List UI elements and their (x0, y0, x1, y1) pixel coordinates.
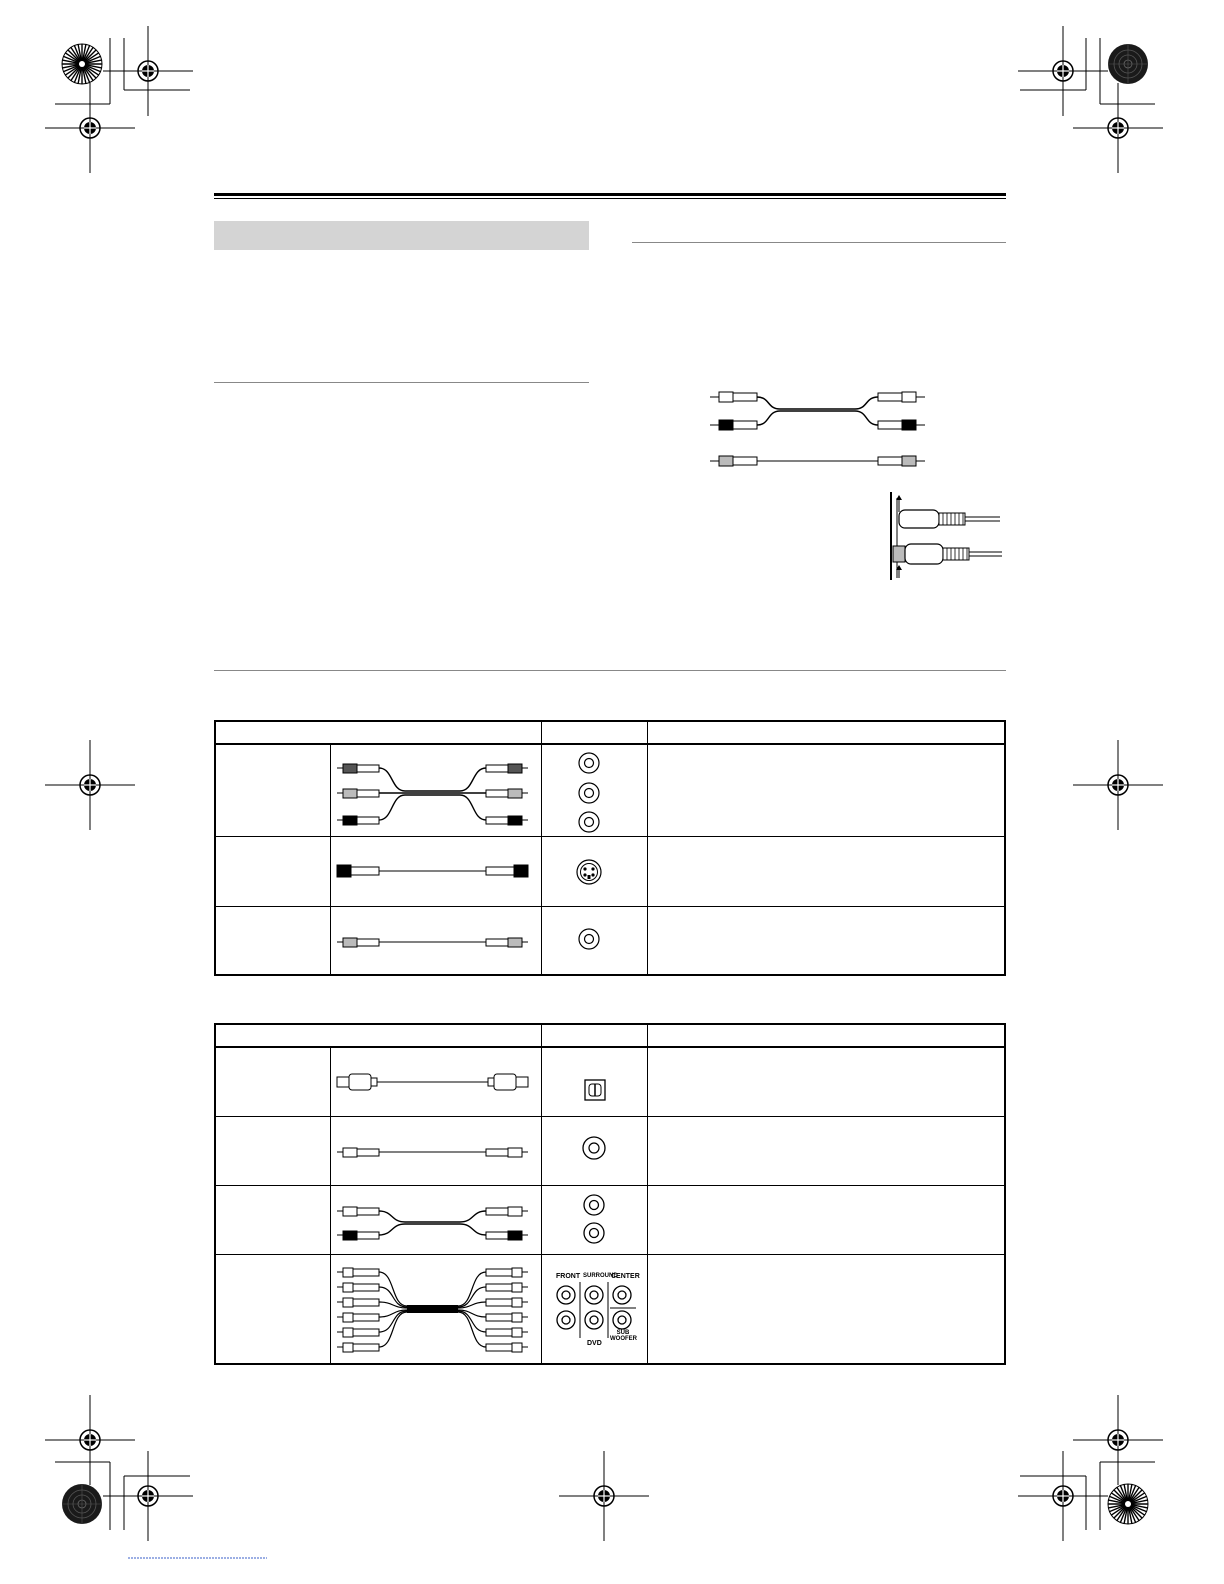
header-rule-thin (214, 198, 1006, 199)
jack-label-surround: SURROUND (583, 1273, 618, 1279)
video-table-col-line (541, 720, 542, 974)
composite-video-cable (335, 932, 535, 952)
section-heading-bar (214, 221, 589, 250)
component-video-cable (335, 755, 535, 835)
composite-jack-icon (574, 924, 604, 954)
video-table-col-line (330, 745, 331, 974)
header-rule-thick (214, 193, 1006, 196)
s-video-jack-icon (574, 857, 604, 887)
audio-table-row-line (214, 1185, 1006, 1186)
analog-jacks-icon (579, 1192, 609, 1252)
rca-plug-single (710, 456, 925, 466)
audio-table-row-line (214, 1116, 1006, 1117)
video-table-row-line (214, 836, 1006, 837)
optical-cable (335, 1071, 535, 1095)
rca-plug-white-left (710, 392, 757, 402)
video-connection-table (214, 720, 1006, 976)
analog-audio-cable (335, 1201, 535, 1241)
rca-plug-white-right (878, 392, 925, 402)
video-table-row-line (214, 906, 1006, 907)
s-video-cable (335, 862, 535, 882)
audio-table-header-line (214, 1046, 1006, 1048)
multichannel-jack-panel (550, 1268, 640, 1350)
subsection-rule-left (214, 382, 589, 383)
section-divider (214, 670, 1006, 671)
optical-jack-icon (580, 1076, 610, 1106)
rca-plug-black-left (710, 420, 757, 430)
multichannel-jacks-icon (550, 1268, 640, 1350)
coaxial-jack-icon (579, 1133, 609, 1163)
jack-label-front: FRONT (556, 1273, 581, 1280)
jack-label-sub-woofer: SUB WOOFER (610, 1330, 637, 1342)
rca-cable-illustration (705, 385, 935, 475)
coaxial-cable (335, 1142, 535, 1162)
video-table-header-line (214, 743, 1006, 745)
video-table-col-line (647, 720, 648, 974)
audio-table-row-line (214, 1254, 1006, 1255)
multichannel-cable (335, 1262, 535, 1357)
jack-label-dvd: DVD (587, 1340, 602, 1347)
rca-plug-black-right (878, 420, 925, 430)
audio-table-col-line (541, 1023, 542, 1363)
jack-label-center: CENTER (611, 1273, 640, 1280)
subsection-rule-right (632, 242, 1006, 243)
audio-table-col-line (330, 1048, 331, 1363)
plug-insertion-illustration (885, 492, 1005, 587)
component-jacks-icon (574, 750, 604, 830)
audio-table-col-line (647, 1023, 648, 1363)
